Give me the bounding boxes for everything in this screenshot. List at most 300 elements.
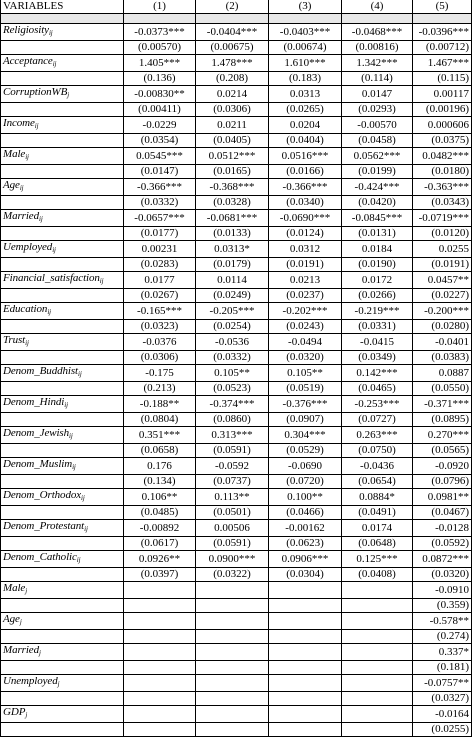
standard-error-cell: (0.0349) — [342, 351, 413, 365]
coefficient-cell: 0.0174 — [342, 520, 413, 537]
empty-label-cell — [1, 413, 124, 427]
standard-error-cell — [124, 661, 196, 675]
column-header-1: (1) — [124, 0, 196, 14]
standard-error-cell: (0.0523) — [196, 382, 269, 396]
standard-error-cell: (0.00712) — [413, 41, 472, 55]
variable-name: Age — [3, 179, 20, 191]
empty-label-cell — [1, 196, 124, 210]
coefficient-row — [1, 644, 472, 661]
coefficient-cell: 1.610*** — [269, 55, 342, 72]
coefficient-cell: 0.0172 — [342, 272, 413, 289]
standard-error-row — [1, 475, 472, 489]
variable-name-cell — [1, 241, 124, 258]
standard-error-cell: (0.0648) — [342, 537, 413, 551]
variable-name-cell — [1, 148, 124, 165]
spacer-cell — [1, 14, 124, 24]
empty-label-cell — [1, 382, 124, 396]
empty-label-cell — [1, 475, 124, 489]
coefficient-row — [1, 210, 472, 227]
standard-error-cell: (0.00816) — [342, 41, 413, 55]
standard-error-row — [1, 258, 472, 272]
coefficient-cell — [342, 675, 413, 692]
variable-name-cell — [1, 706, 124, 723]
coefficient-cell: -0.0396*** — [413, 24, 472, 41]
variable-name-cell — [1, 582, 124, 599]
coefficient-cell — [196, 675, 269, 692]
coefficient-cell: 0.106** — [124, 489, 196, 506]
standard-error-row — [1, 320, 472, 334]
coefficient-cell — [269, 644, 342, 661]
variable-name: Religiosity — [3, 24, 49, 36]
spacer-cell — [342, 14, 413, 24]
standard-error-cell — [269, 630, 342, 644]
coefficient-cell: -0.374*** — [196, 396, 269, 413]
coefficient-cell: -0.366*** — [124, 179, 196, 196]
coefficient-cell: -0.0403*** — [269, 24, 342, 41]
standard-error-cell: (0.0280) — [413, 320, 472, 334]
coefficient-cell: 0.0884* — [342, 489, 413, 506]
coefficient-cell: 0.0177 — [124, 272, 196, 289]
standard-error-cell: (0.0405) — [196, 134, 269, 148]
standard-error-cell: (0.0375) — [413, 134, 472, 148]
standard-error-cell: (0.00570) — [124, 41, 196, 55]
standard-error-cell: (0.0804) — [124, 413, 196, 427]
variable-name: Unemployed — [3, 675, 58, 687]
standard-error-cell: (0.0550) — [413, 382, 472, 396]
coefficient-row — [1, 272, 472, 289]
coefficient-row — [1, 396, 472, 413]
standard-error-cell: (0.0408) — [342, 568, 413, 582]
standard-error-cell: (0.0267) — [124, 289, 196, 303]
standard-error-row — [1, 723, 472, 737]
variable-name-cell — [1, 179, 124, 196]
empty-label-cell — [1, 506, 124, 520]
coefficient-cell: 0.0214 — [196, 86, 269, 103]
standard-error-cell — [124, 723, 196, 737]
coefficient-cell: 0.00506 — [196, 520, 269, 537]
coefficient-cell — [124, 582, 196, 599]
standard-error-cell — [196, 723, 269, 737]
standard-error-cell: (0.0265) — [269, 103, 342, 117]
coefficient-cell: -0.188** — [124, 396, 196, 413]
coefficient-cell: -0.175 — [124, 365, 196, 382]
coefficient-cell — [342, 613, 413, 630]
variable-subscript: ij — [72, 463, 76, 471]
coefficient-cell: -0.0536 — [196, 334, 269, 351]
standard-error-cell: (0.0147) — [124, 165, 196, 179]
coefficient-cell: 0.0512*** — [196, 148, 269, 165]
standard-error-cell: (0.0467) — [413, 506, 472, 520]
variable-name-cell — [1, 334, 124, 351]
standard-error-cell — [269, 599, 342, 613]
standard-error-cell: (0.274) — [413, 630, 472, 644]
coefficient-cell: -0.0468*** — [342, 24, 413, 41]
variable-subscript: ij — [38, 215, 43, 223]
coefficient-cell: -0.0592 — [196, 458, 269, 475]
coefficient-row — [1, 55, 472, 72]
standard-error-cell: (0.0199) — [342, 165, 413, 179]
standard-error-cell: (0.0466) — [269, 506, 342, 520]
empty-label-cell — [1, 351, 124, 365]
coefficient-cell: 0.0545*** — [124, 148, 196, 165]
standard-error-row — [1, 661, 472, 675]
standard-error-row — [1, 537, 472, 551]
coefficient-row — [1, 117, 472, 134]
standard-error-cell: (0.0617) — [124, 537, 196, 551]
variable-name: GDP — [3, 706, 26, 718]
variable-subscript: j — [57, 680, 60, 688]
coefficient-cell: -0.00570 — [342, 117, 413, 134]
empty-label-cell — [1, 444, 124, 458]
standard-error-row — [1, 568, 472, 582]
coefficient-cell — [269, 613, 342, 630]
standard-error-cell: (0.0133) — [196, 227, 269, 241]
variable-name-cell — [1, 613, 124, 630]
coefficient-cell: 0.100** — [269, 489, 342, 506]
standard-error-cell: (0.0404) — [269, 134, 342, 148]
coefficient-cell: -0.0401 — [413, 334, 472, 351]
coefficient-cell: -0.0373*** — [124, 24, 196, 41]
standard-error-cell: (0.0519) — [269, 382, 342, 396]
coefficient-cell: 0.176 — [124, 458, 196, 475]
standard-error-cell: (0.0237) — [269, 289, 342, 303]
coefficient-row — [1, 303, 472, 320]
coefficient-cell: 0.142*** — [342, 365, 413, 382]
table-body — [1, 0, 472, 737]
variable-subscript: ij — [52, 60, 57, 68]
standard-error-cell: (0.359) — [413, 599, 472, 613]
standard-error-cell: (0.0501) — [196, 506, 269, 520]
coefficient-cell: 0.337* — [413, 644, 472, 661]
variable-name: Married — [3, 644, 39, 656]
coefficient-row — [1, 179, 472, 196]
coefficient-cell: -0.00830** — [124, 86, 196, 103]
column-header-variables: VARIABLES — [1, 0, 124, 14]
standard-error-cell — [124, 692, 196, 706]
coefficient-row — [1, 675, 472, 692]
coefficient-cell — [269, 675, 342, 692]
coefficient-cell: -0.253*** — [342, 396, 413, 413]
coefficient-cell: -0.366*** — [269, 179, 342, 196]
standard-error-cell: (0.0227) — [413, 289, 472, 303]
coefficient-cell — [269, 582, 342, 599]
variable-name: Uemployed — [3, 241, 53, 253]
standard-error-cell: (0.00411) — [124, 103, 196, 117]
coefficient-cell: -0.0376 — [124, 334, 196, 351]
coefficient-row — [1, 241, 472, 258]
standard-error-cell: (0.0327) — [413, 692, 472, 706]
coefficient-cell: -0.376*** — [269, 396, 342, 413]
standard-error-cell — [196, 661, 269, 675]
variable-subscript: ij — [52, 246, 56, 254]
standard-error-cell: (0.115) — [413, 72, 472, 86]
empty-label-cell — [1, 72, 124, 86]
variable-name-cell — [1, 303, 124, 320]
variable-name: Denom_Hindi — [3, 396, 65, 408]
variable-name: Denom_Buddhist — [3, 365, 78, 377]
coefficient-cell: 0.0147 — [342, 86, 413, 103]
coefficient-row — [1, 551, 472, 568]
standard-error-cell: (0.0529) — [269, 444, 342, 458]
standard-error-cell: (0.0254) — [196, 320, 269, 334]
coefficient-cell: 0.105** — [269, 365, 342, 382]
standard-error-cell: (0.0131) — [342, 227, 413, 241]
standard-error-cell — [124, 630, 196, 644]
standard-error-cell: (0.0340) — [269, 196, 342, 210]
empty-label-cell — [1, 41, 124, 55]
standard-error-row — [1, 506, 472, 520]
coefficient-cell: -0.200*** — [413, 303, 472, 320]
standard-error-cell: (0.0320) — [269, 351, 342, 365]
standard-error-row — [1, 382, 472, 396]
variable-name: Denom_Orthodox — [3, 489, 82, 501]
variable-subscript: ij — [81, 494, 85, 502]
coefficient-cell: 0.351*** — [124, 427, 196, 444]
coefficient-cell: -0.0494 — [269, 334, 342, 351]
coefficient-cell: 0.105** — [196, 365, 269, 382]
standard-error-cell: (0.0727) — [342, 413, 413, 427]
standard-error-cell: (0.0323) — [124, 320, 196, 334]
empty-label-cell — [1, 723, 124, 737]
header-row — [1, 0, 472, 14]
coefficient-cell — [124, 706, 196, 723]
variable-subscript: j — [19, 618, 22, 626]
coefficient-cell: -0.363*** — [413, 179, 472, 196]
empty-label-cell — [1, 599, 124, 613]
standard-error-row — [1, 227, 472, 241]
standard-error-row — [1, 134, 472, 148]
variable-subscript: ij — [77, 370, 82, 378]
coefficient-cell: 0.0981** — [413, 489, 472, 506]
standard-error-cell: (0.00675) — [196, 41, 269, 55]
variable-subscript: ij — [76, 556, 81, 564]
standard-error-cell: (0.0591) — [196, 537, 269, 551]
coefficient-cell: -0.0690 — [269, 458, 342, 475]
empty-label-cell — [1, 103, 124, 117]
standard-error-cell — [269, 692, 342, 706]
variable-name: Denom_Jewish — [3, 427, 70, 439]
coefficient-cell — [196, 582, 269, 599]
variable-subscript: j — [25, 711, 28, 719]
variable-name-cell — [1, 551, 124, 568]
coefficient-cell: -0.205*** — [196, 303, 269, 320]
standard-error-cell: (0.183) — [269, 72, 342, 86]
coefficient-row — [1, 489, 472, 506]
variable-name: CorruptionWB — [3, 86, 68, 98]
standard-error-cell: (0.0283) — [124, 258, 196, 272]
standard-error-cell: (0.0737) — [196, 475, 269, 489]
standard-error-row — [1, 289, 472, 303]
standard-error-cell: (0.0328) — [196, 196, 269, 210]
standard-error-row — [1, 103, 472, 117]
coefficient-cell: -0.368*** — [196, 179, 269, 196]
standard-error-row — [1, 413, 472, 427]
variable-name: Age — [3, 613, 20, 625]
variable-name: Acceptance — [3, 55, 53, 67]
standard-error-cell: (0.0720) — [269, 475, 342, 489]
variable-subscript: ij — [99, 277, 104, 285]
standard-error-cell — [342, 661, 413, 675]
coefficient-cell: 0.0213 — [269, 272, 342, 289]
coefficient-cell: -0.0404*** — [196, 24, 269, 41]
coefficient-cell — [196, 644, 269, 661]
standard-error-cell — [124, 599, 196, 613]
variable-name-cell — [1, 55, 124, 72]
coefficient-cell — [342, 582, 413, 599]
standard-error-cell: (0.0166) — [269, 165, 342, 179]
standard-error-cell: (0.0343) — [413, 196, 472, 210]
coefficient-cell: 0.125*** — [342, 551, 413, 568]
standard-error-cell — [342, 630, 413, 644]
variable-subscript: ij — [69, 432, 73, 440]
coefficient-cell: 0.0204 — [269, 117, 342, 134]
variable-subscript: ij — [47, 308, 52, 316]
standard-error-cell: (0.0304) — [269, 568, 342, 582]
coefficient-cell: 0.304*** — [269, 427, 342, 444]
standard-error-cell: (0.0165) — [196, 165, 269, 179]
variable-name: Denom_Muslim — [3, 458, 73, 470]
variable-name: Male — [3, 582, 26, 594]
coefficient-cell — [124, 613, 196, 630]
standard-error-cell: (0.0266) — [342, 289, 413, 303]
coefficient-row — [1, 365, 472, 382]
variable-subscript: j — [38, 649, 41, 657]
standard-error-cell: (0.0485) — [124, 506, 196, 520]
coefficient-cell — [124, 644, 196, 661]
variable-name: Denom_Protestant — [3, 520, 85, 532]
empty-label-cell — [1, 289, 124, 303]
column-header-3: (3) — [269, 0, 342, 14]
standard-error-cell — [269, 723, 342, 737]
standard-error-row — [1, 444, 472, 458]
variable-name-cell — [1, 396, 124, 413]
spacer-cell — [196, 14, 269, 24]
column-header-5: (5) — [413, 0, 472, 14]
coefficient-cell: 0.0562*** — [342, 148, 413, 165]
standard-error-row — [1, 165, 472, 179]
standard-error-cell: (0.0180) — [413, 165, 472, 179]
standard-error-cell: (0.134) — [124, 475, 196, 489]
standard-error-row — [1, 599, 472, 613]
coefficient-row — [1, 706, 472, 723]
coefficient-cell: 0.0906*** — [269, 551, 342, 568]
coefficient-cell: 1.467*** — [413, 55, 472, 72]
empty-label-cell — [1, 134, 124, 148]
empty-label-cell — [1, 630, 124, 644]
coefficient-cell: -0.0719*** — [413, 210, 472, 227]
variable-name: Trust — [3, 334, 26, 346]
standard-error-cell: (0.0190) — [342, 258, 413, 272]
variable-name-cell — [1, 272, 124, 289]
coefficient-row — [1, 458, 472, 475]
coefficient-cell: -0.0845*** — [342, 210, 413, 227]
empty-label-cell — [1, 320, 124, 334]
variable-subscript: ij — [64, 401, 68, 409]
standard-error-cell: (0.00674) — [269, 41, 342, 55]
standard-error-cell: (0.0458) — [342, 134, 413, 148]
column-header-2: (2) — [196, 0, 269, 14]
coefficient-cell: 0.0900*** — [196, 551, 269, 568]
coefficient-row — [1, 427, 472, 444]
empty-label-cell — [1, 165, 124, 179]
standard-error-row — [1, 196, 472, 210]
coefficient-cell: -0.0415 — [342, 334, 413, 351]
coefficient-cell: 0.0114 — [196, 272, 269, 289]
coefficient-cell: 0.0926** — [124, 551, 196, 568]
variable-name: Financial_satisfaction — [3, 272, 100, 284]
coefficient-cell: 0.0313 — [269, 86, 342, 103]
coefficient-row — [1, 24, 472, 41]
variable-subscript: ij — [34, 122, 39, 130]
standard-error-cell: (0.114) — [342, 72, 413, 86]
standard-error-cell: (0.0243) — [269, 320, 342, 334]
empty-label-cell — [1, 692, 124, 706]
variable-name: Male — [3, 148, 26, 160]
empty-label-cell — [1, 227, 124, 241]
standard-error-row — [1, 41, 472, 55]
coefficient-cell: 1.342*** — [342, 55, 413, 72]
standard-error-cell: (0.0179) — [196, 258, 269, 272]
standard-error-cell — [269, 661, 342, 675]
standard-error-cell: (0.0623) — [269, 537, 342, 551]
standard-error-cell: (0.0796) — [413, 475, 472, 489]
standard-error-cell: (0.0191) — [413, 258, 472, 272]
coefficient-row — [1, 86, 472, 103]
coefficient-cell: -0.219*** — [342, 303, 413, 320]
variable-subscript: j — [25, 587, 28, 595]
empty-label-cell — [1, 537, 124, 551]
standard-error-cell: (0.208) — [196, 72, 269, 86]
coefficient-cell: 0.0312 — [269, 241, 342, 258]
variable-subscript: ij — [25, 339, 29, 347]
standard-error-cell — [342, 599, 413, 613]
empty-label-cell — [1, 568, 124, 582]
coefficient-cell: 0.0313* — [196, 241, 269, 258]
standard-error-cell: (0.0592) — [413, 537, 472, 551]
coefficient-row — [1, 520, 472, 537]
standard-error-cell: (0.0306) — [124, 351, 196, 365]
coefficient-row — [1, 582, 472, 599]
variable-name-cell — [1, 210, 124, 227]
standard-error-cell: (0.0255) — [413, 723, 472, 737]
standard-error-cell: (0.0383) — [413, 351, 472, 365]
standard-error-cell: (0.0750) — [342, 444, 413, 458]
variable-subscript: ij — [25, 153, 29, 161]
standard-error-cell: (0.0591) — [196, 444, 269, 458]
coefficient-cell: -0.0657*** — [124, 210, 196, 227]
standard-error-row — [1, 630, 472, 644]
variable-subscript: j — [67, 91, 70, 99]
variable-name-cell — [1, 458, 124, 475]
coefficient-cell: -0.0920 — [413, 458, 472, 475]
coefficient-cell: 0.00231 — [124, 241, 196, 258]
variable-name: Denom_Catholic — [3, 551, 77, 563]
coefficient-cell: -0.371*** — [413, 396, 472, 413]
standard-error-cell: (0.0306) — [196, 103, 269, 117]
coefficient-cell: 0.313*** — [196, 427, 269, 444]
standard-error-cell: (0.0907) — [269, 413, 342, 427]
standard-error-cell — [196, 630, 269, 644]
standard-error-cell: (0.0120) — [413, 227, 472, 241]
coefficient-cell — [124, 675, 196, 692]
standard-error-cell: (0.136) — [124, 72, 196, 86]
variable-subscript: ij — [84, 525, 88, 533]
variable-subscript: ij — [19, 184, 24, 192]
coefficient-cell: -0.202*** — [269, 303, 342, 320]
coefficient-row — [1, 148, 472, 165]
variable-name-cell — [1, 644, 124, 661]
standard-error-cell: (0.0860) — [196, 413, 269, 427]
